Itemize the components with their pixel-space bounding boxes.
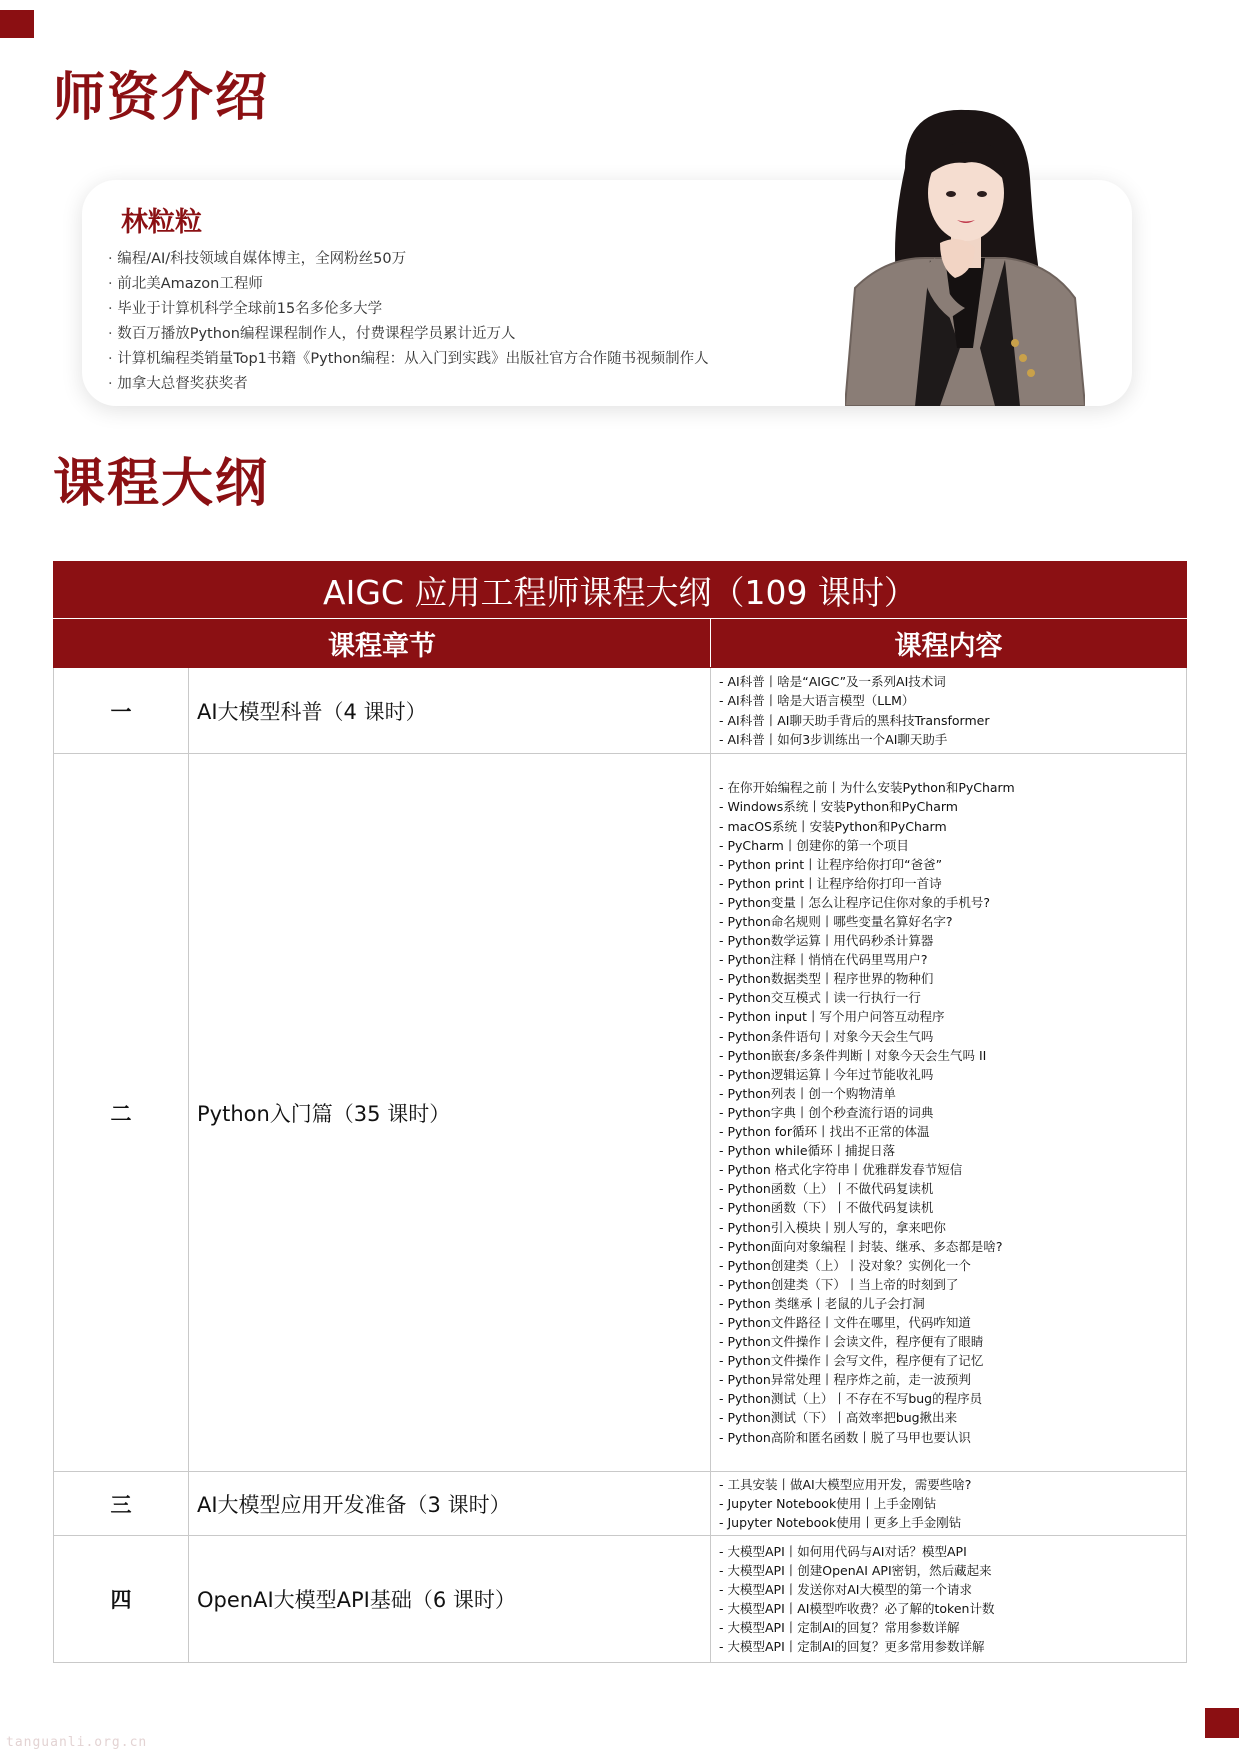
lesson-list bbox=[719, 672, 1178, 748]
lesson-item: - Python变量丨怎么让程序记住你对象的手机号? bbox=[719, 893, 1178, 912]
chapter-number: 一 bbox=[54, 668, 189, 754]
lesson-item: - Python for循环丨找出不正常的体温 bbox=[719, 1122, 1178, 1141]
chapter-name: Python入门篇（35 课时） bbox=[189, 754, 711, 1472]
lesson-item: - Jupyter Notebook使用丨上手金刚钻 bbox=[719, 1494, 1178, 1513]
teacher-name: 林粒粒 bbox=[121, 207, 202, 238]
lesson-item: - Python while循环丨捕捉日落 bbox=[719, 1141, 1178, 1160]
watermark: tanguanli.org.cn bbox=[6, 1735, 148, 1750]
lesson-item: - Python列表丨创一个购物清单 bbox=[719, 1084, 1178, 1103]
lesson-item: - AI科普丨啥是大语言模型（LLM） bbox=[719, 691, 1178, 710]
lesson-item: - Python函数（上）丨不做代码复读机 bbox=[719, 1179, 1178, 1198]
lesson-item: - macOS系统丨安装Python和PyCharm bbox=[719, 817, 1178, 836]
chapter-content bbox=[711, 668, 1187, 754]
lesson-item: - Python逻辑运算丨今年过节能收礼吗 bbox=[719, 1065, 1178, 1084]
lesson-item: - AI科普丨如何3步训练出一个AI聊天助手 bbox=[719, 730, 1178, 749]
chapter-content bbox=[711, 1536, 1187, 1663]
teacher-bullet: · 计算机编程类销量Top1书籍《Python编程：从入门到实践》出版社官方合作随书视频制作人 bbox=[108, 347, 709, 372]
chapter-content bbox=[711, 754, 1187, 1472]
lesson-item: - 大模型API丨如何用代码与AI对话？模型API bbox=[719, 1542, 1178, 1561]
teacher-bullet: · 编程/AI/科技领域自媒体博主，全网粉丝50万 bbox=[108, 247, 709, 272]
table-row bbox=[54, 754, 1187, 1472]
lesson-item: - Python测试（下）丨高效率把bug揪出来 bbox=[719, 1408, 1178, 1427]
lesson-item: - 大模型API丨发送你对AI大模型的第一个请求 bbox=[719, 1580, 1178, 1599]
syllabus-table bbox=[53, 561, 1187, 1663]
lesson-item: - Python print丨让程序给你打印“爸爸” bbox=[719, 855, 1178, 874]
column-header-content: 课程内容 bbox=[711, 619, 1187, 668]
lesson-item: - Python面向对象编程丨封装、继承、多态都是啥? bbox=[719, 1237, 1178, 1256]
table-row bbox=[54, 1472, 1187, 1536]
lesson-item: - Python 格式化字符串丨优雅群发春节短信 bbox=[719, 1160, 1178, 1179]
lesson-item: - Jupyter Notebook使用丨更多上手金刚钻 bbox=[719, 1513, 1178, 1532]
chapter-number: 四 bbox=[54, 1536, 189, 1663]
corner-decoration-bottom bbox=[1205, 1708, 1239, 1738]
lesson-item: - Python创建类（上）丨没对象？实例化一个 bbox=[719, 1256, 1178, 1275]
lesson-item: - 工具安装丨做AI大模型应用开发，需要些啥? bbox=[719, 1475, 1178, 1494]
lesson-item: - Windows系统丨安装Python和PyCharm bbox=[719, 797, 1178, 816]
lesson-list bbox=[719, 778, 1178, 1446]
corner-decoration-top bbox=[0, 10, 34, 38]
teacher-photo bbox=[845, 108, 1085, 406]
teacher-bullet: · 数百万播放Python编程课程制作人，付费课程学员累计近万人 bbox=[108, 322, 709, 347]
lesson-item: - Python注释丨悄悄在代码里骂用户? bbox=[719, 950, 1178, 969]
lesson-item: - 大模型API丨定制AI的回复？更多常用参数详解 bbox=[719, 1637, 1178, 1656]
lesson-item: - 大模型API丨定制AI的回复？常用参数详解 bbox=[719, 1618, 1178, 1637]
lesson-item: - Python交互模式丨读一行执行一行 bbox=[719, 988, 1178, 1007]
syllabus-section-title: 课程大纲 bbox=[53, 454, 270, 514]
lesson-item: - Python测试（上）丨不存在不写bug的程序员 bbox=[719, 1389, 1178, 1408]
lesson-item: - Python数学运算丨用代码秒杀计算器 bbox=[719, 931, 1178, 950]
chapter-name: AI大模型应用开发准备（3 课时） bbox=[189, 1472, 711, 1536]
lesson-item: - Python异常处理丨程序炸之前，走一波预判 bbox=[719, 1370, 1178, 1389]
lesson-item: - Python 类继承丨老鼠的儿子会打洞 bbox=[719, 1294, 1178, 1313]
lesson-item: - Python条件语句丨对象今天会生气吗 bbox=[719, 1027, 1178, 1046]
lesson-item: - 大模型API丨AI模型咋收费？必了解的token计数 bbox=[719, 1599, 1178, 1618]
lesson-item: - Python创建类（下）丨当上帝的时刻到了 bbox=[719, 1275, 1178, 1294]
lesson-item: - PyCharm丨创建你的第一个项目 bbox=[719, 836, 1178, 855]
lesson-item: - Python引入模块丨别人写的，拿来吧你 bbox=[719, 1218, 1178, 1237]
teacher-bullet: · 毕业于计算机科学全球前15名多伦多大学 bbox=[108, 297, 709, 322]
lesson-item: - 在你开始编程之前丨为什么安装Python和PyCharm bbox=[719, 778, 1178, 797]
chapter-number: 二 bbox=[54, 754, 189, 1472]
lesson-item: - Python input丨写个用户问答互动程序 bbox=[719, 1007, 1178, 1026]
lesson-item: - AI科普丨啥是“AIGC”及一系列AI技术词 bbox=[719, 672, 1178, 691]
lesson-item: - 大模型API丨创建OpenAI API密钥，然后藏起来 bbox=[719, 1561, 1178, 1580]
lesson-item: - Python高阶和匿名函数丨脱了马甲也要认识 bbox=[719, 1428, 1178, 1447]
chapter-number: 三 bbox=[54, 1472, 189, 1536]
teacher-section-title: 师资介绍 bbox=[53, 68, 270, 128]
table-row bbox=[54, 668, 1187, 754]
lesson-item: - Python数据类型丨程序世界的物种们 bbox=[719, 969, 1178, 988]
column-header-chapter: 课程章节 bbox=[54, 619, 711, 668]
table-row bbox=[54, 1536, 1187, 1663]
lesson-item: - Python函数（下）丨不做代码复读机 bbox=[719, 1198, 1178, 1217]
lesson-item: - Python文件路径丨文件在哪里，代码咋知道 bbox=[719, 1313, 1178, 1332]
lesson-item: - Python字典丨创个秒查流行语的词典 bbox=[719, 1103, 1178, 1122]
teacher-bullet: · 前北美Amazon工程师 bbox=[108, 272, 709, 297]
teacher-bullet: · 加拿大总督奖获奖者 bbox=[108, 372, 709, 397]
lesson-list bbox=[719, 1475, 1178, 1532]
lesson-item: - AI科普丨AI聊天助手背后的黑科技Transformer bbox=[719, 711, 1178, 730]
chapter-name: OpenAI大模型API基础（6 课时） bbox=[189, 1536, 711, 1663]
syllabus-table-title: AIGC 应用工程师课程大纲（109 课时） bbox=[54, 562, 1187, 619]
lesson-item: - Python文件操作丨会写文件，程序便有了记忆 bbox=[719, 1351, 1178, 1370]
chapter-content bbox=[711, 1472, 1187, 1536]
chapter-name: AI大模型科普（4 课时） bbox=[189, 668, 711, 754]
lesson-item: - Python命名规则丨哪些变量名算好名字? bbox=[719, 912, 1178, 931]
teacher-bullet-list bbox=[108, 247, 709, 397]
lesson-list bbox=[719, 1542, 1178, 1657]
lesson-item: - Python print丨让程序给你打印一首诗 bbox=[719, 874, 1178, 893]
lesson-item: - Python嵌套/多条件判断丨对象今天会生气吗 II bbox=[719, 1046, 1178, 1065]
lesson-item: - Python文件操作丨会读文件，程序便有了眼睛 bbox=[719, 1332, 1178, 1351]
